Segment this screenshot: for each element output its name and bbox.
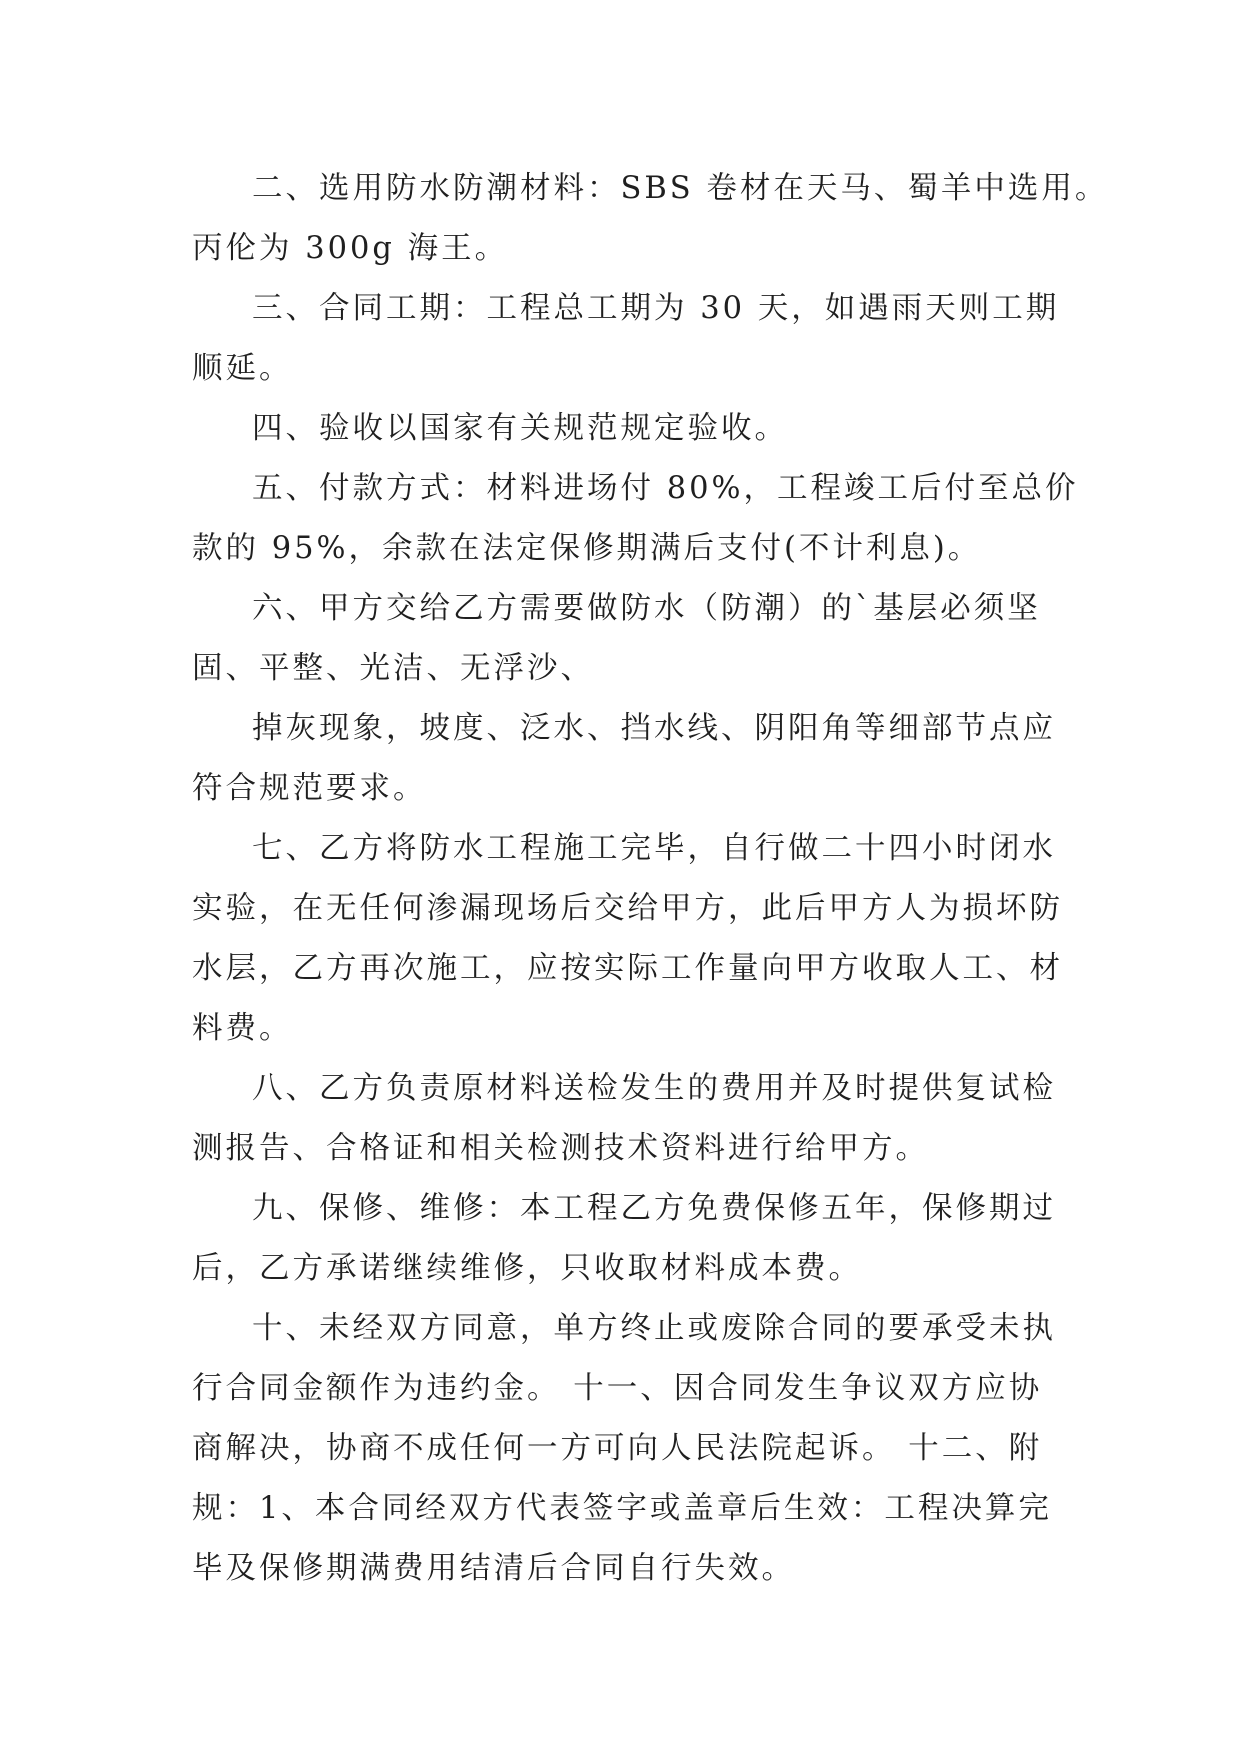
clause-9-line-1: 九、保修、维修：本工程乙方免费保修五年，保修期过 [252, 1191, 1056, 1226]
clause-7-line-1: 七、乙方将防水工程施工完毕，自行做二十四小时闭水 [252, 831, 1056, 866]
clause-3-line-1: 三、合同工期：工程总工期为 30 天，如遇雨天则工期 [252, 291, 1060, 326]
clause-5-line-1: 五、付款方式：材料进场付 80%，工程竣工后付至总价 [252, 471, 1079, 506]
clause-10-line-2: 行合同金额作为违约金。 十一、因合同发生争议双方应协 [192, 1371, 1043, 1406]
clause-4-line-1: 四、验收以国家有关规范规定验收。 [252, 411, 788, 446]
clause-2-line-2: 丙伦为 300g 海王。 [192, 231, 509, 266]
clause-8-line-2: 测报告、合格证和相关检测技术资料进行给甲方。 [192, 1131, 929, 1166]
clause-7-line-3: 水层，乙方再次施工，应按实际工作量向甲方收取人工、材 [192, 951, 1063, 986]
clause-8-line-1: 八、乙方负责原材料送检发生的费用并及时提供复试检 [252, 1071, 1056, 1106]
clause-12-line-1: 规：1、本合同经双方代表签字或盖章后生效：工程决算完 [192, 1491, 1052, 1526]
contract-body [192, 159, 1109, 1599]
clause-3-line-2: 顺延。 [192, 351, 293, 386]
clause-9-line-2: 后，乙方承诺继续维修，只收取材料成本费。 [192, 1251, 862, 1286]
clause-10-line-1: 十、未经双方同意，单方终止或废除合同的要承受未执 [252, 1311, 1056, 1346]
clause-11-line-1: 商解决，协商不成任何一方可向人民法院起诉。 十二、附 [192, 1431, 1043, 1466]
clause-7-line-4: 料费。 [192, 1011, 293, 1046]
clause-6-line-3: 掉灰现象，坡度、泛水、挡水线、阴阳角等细部节点应 [252, 711, 1056, 746]
clause-5-line-2: 款的 95%，余款在法定保修期满后支付(不计利息)。 [192, 531, 982, 566]
clause-12-line-2: 毕及保修期满费用结清后合同自行失效。 [192, 1551, 795, 1586]
clause-2-line-1: 二、选用防水防潮材料：SBS 卷材在天马、蜀羊中选用。 [252, 171, 1109, 206]
clause-7-line-2: 实验，在无任何渗漏现场后交给甲方，此后甲方人为损坏防 [192, 891, 1063, 926]
clause-6-line-4: 符合规范要求。 [192, 771, 427, 806]
clause-6-line-1: 六、甲方交给乙方需要做防水（防潮）的`基层必须坚 [252, 591, 1041, 626]
clause-6-line-2: 固、平整、光洁、无浮沙、 [192, 651, 594, 686]
